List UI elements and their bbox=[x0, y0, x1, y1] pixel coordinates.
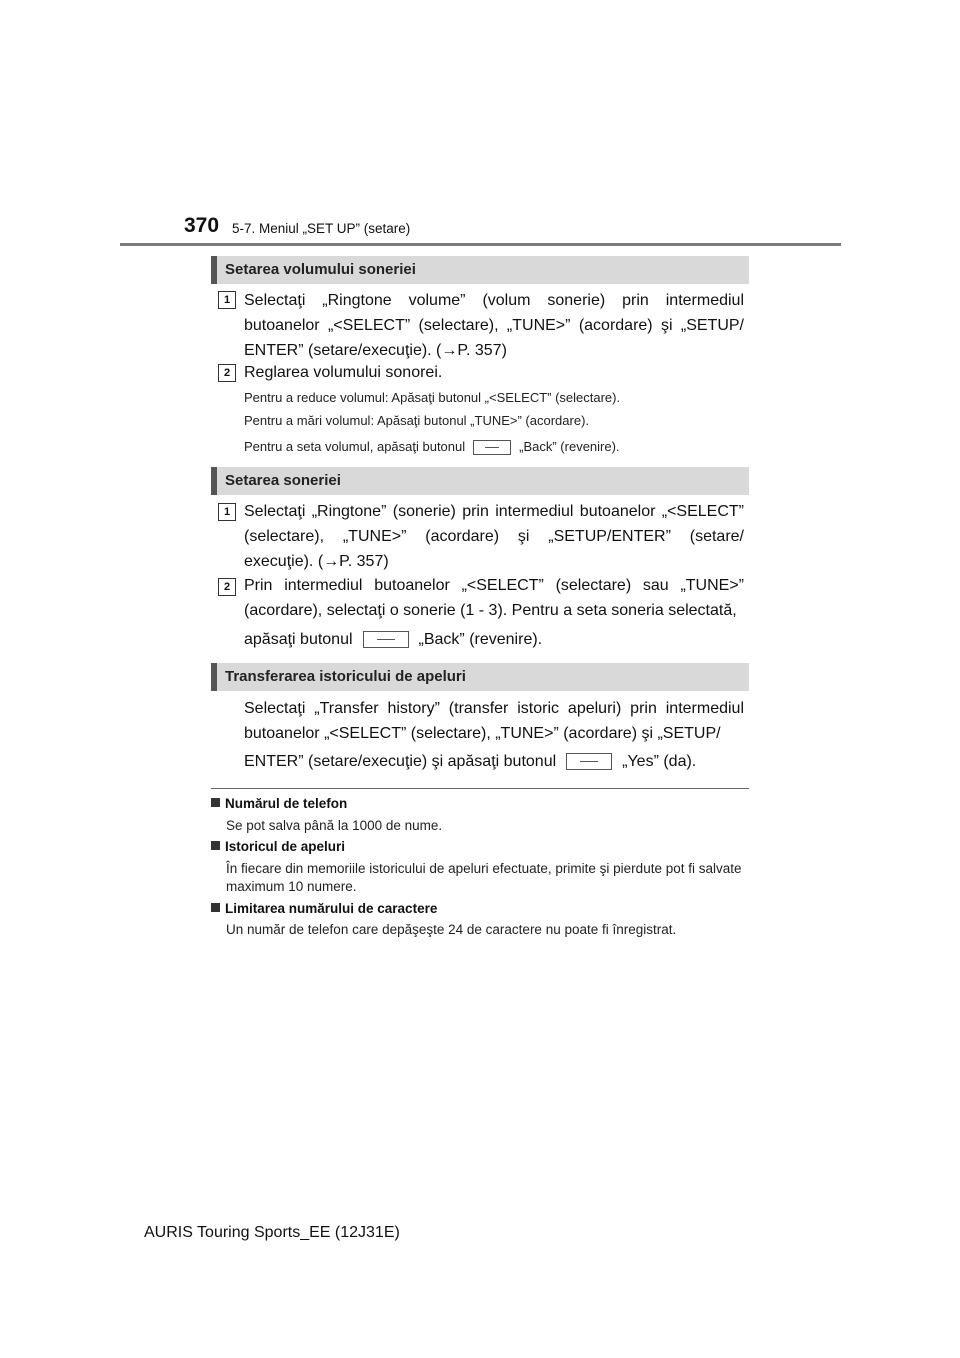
ringtone-step-2-after: „Back” (revenire). bbox=[418, 631, 543, 648]
back-button-icon bbox=[363, 631, 409, 648]
step-badge-1: 1 bbox=[218, 291, 236, 309]
notes-divider bbox=[211, 788, 749, 789]
page-number: 370 bbox=[184, 214, 220, 237]
note-title-text: Istoricul de apeluri bbox=[225, 839, 346, 854]
step-badge-2: 2 bbox=[218, 364, 236, 382]
transfer-line3 bbox=[244, 749, 744, 774]
footer-model-code: AURIS Touring Sports_EE (12J31E) bbox=[144, 1224, 400, 1241]
volume-increase-note: Pentru a mări volumul: Apăsaţi butonul „TUNE>” (acordare). bbox=[244, 413, 590, 428]
step-badge-2: 2 bbox=[218, 578, 236, 596]
ringtone-step-2-text: Prin intermediul butoanelor „<SELECT” (selectare) sau „TUNE>” (acordare), selectaţi o sonerie (1 - 3). Pentru a seta soneria selectată, bbox=[244, 577, 744, 619]
breadcrumb: 5-7. Meniul „SET UP” (setare) bbox=[232, 221, 411, 236]
note-title-text: Numărul de telefon bbox=[225, 796, 348, 811]
volume-step-2-text: Reglarea volumului sonorei. bbox=[244, 364, 443, 381]
section-header-volume: Setarea volumului soneriei bbox=[211, 256, 749, 284]
ringtone-step-1-text: Selectaţi „Ringtone” (sonerie) prin intermediul butoanelor „<SELECT” (selectare), „TUNE>” (acordare) şi „SETUP/ENTER” (setare/ execuţie). (→P. 357) bbox=[244, 503, 744, 570]
bullet-square-icon bbox=[211, 841, 220, 850]
yes-button-icon bbox=[566, 753, 612, 770]
volume-decrease-note: Pentru a reduce volumul: Apăsaţi butonul „<SELECT” (selectare). bbox=[244, 390, 621, 405]
step-badge-1: 1 bbox=[218, 503, 236, 521]
volume-step-1-text: Selectaţi „Ringtone volume” (volum sonerie) prin intermediul butoanelor „<SELECT” (selectare), „TUNE>” (acordare) şi „SETUP/ ENTER” (setare/execuţie). (→P. 357) bbox=[244, 292, 744, 359]
note-title-phone-number bbox=[211, 796, 347, 811]
note-body-call-history: În fiecare din memoriile istoricului de apeluri efectuate, primite şi pierdute pot fi salvate maximum 10 numere. bbox=[226, 861, 742, 894]
note-title-character-limit bbox=[211, 901, 437, 916]
volume-set-note-after: „Back” (revenire). bbox=[519, 439, 620, 454]
note-title-call-history bbox=[211, 839, 345, 854]
note-title-text: Limitarea numărului de caractere bbox=[225, 901, 438, 916]
ringtone-step-2-line3 bbox=[244, 627, 744, 652]
section-header-transfer: Transferarea istoricului de apeluri bbox=[211, 663, 749, 691]
note-body-character-limit: Un număr de telefon care depăşeşte 24 de caractere nu poate fi înregistrat. bbox=[226, 922, 677, 937]
transfer-after: „Yes” (da). bbox=[622, 753, 697, 770]
note-body-phone-number: Se pot salva până la 1000 de nume. bbox=[226, 818, 443, 833]
ringtone-step-2-before: apăsaţi butonul bbox=[244, 631, 353, 648]
bullet-square-icon bbox=[211, 798, 220, 807]
back-button-icon bbox=[473, 440, 511, 455]
volume-set-note bbox=[244, 438, 744, 456]
transfer-text: Selectaţi „Transfer history” (transfer istoric apeluri) prin intermediul butoanelor „<SELECT” (selectare), „TUNE>” (acordare) şi „SETUP/ bbox=[244, 700, 744, 742]
header-divider bbox=[120, 243, 841, 246]
transfer-before: ENTER” (setare/execuţie) şi apăsaţi butonul bbox=[244, 753, 557, 770]
volume-set-note-before: Pentru a seta volumul, apăsaţi butonul bbox=[244, 439, 466, 454]
section-header-ringtone: Setarea soneriei bbox=[211, 467, 749, 495]
bullet-square-icon bbox=[211, 903, 220, 912]
